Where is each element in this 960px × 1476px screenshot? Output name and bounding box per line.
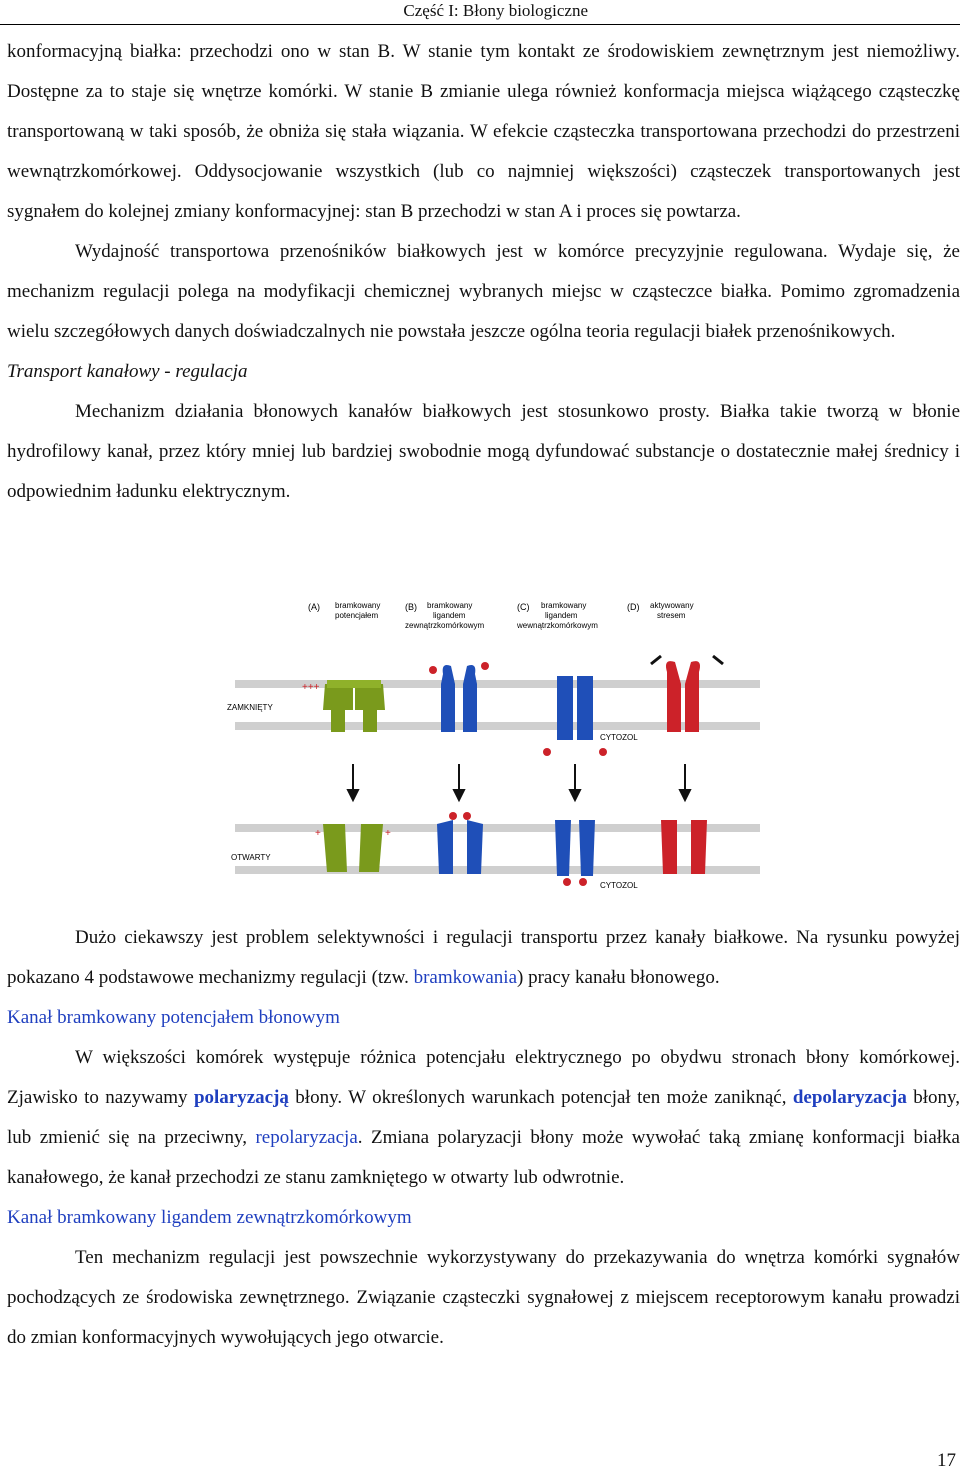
section-heading-channel-transport: Transport kanałowy - regulacja — [7, 361, 248, 382]
channel-b-closed — [429, 662, 489, 732]
channel-d-closed — [651, 656, 723, 732]
label-cytosol-top: CYTOZOL — [600, 733, 638, 742]
intro-text: konformacyjną białka: przechodzi ono w stan B. W stanie tym kontakt ze środowiskiem zewnętrznym jest niemożliwy. Dostępne za to staje się wnętrze komórki. W stanie B zmianie ulega również konformacja miejsca wiążącego cząsteczkę transportowaną w taki sposób, że obniża się stała wiązania. W efekcie cząsteczka transportowana przechodzi do przestrzeni wewnątrzkomórkowej. Oddysocjowanie wszystkich (lub co najmniej większości) cząsteczek transportowanych jest sygnałem do kolejnej zmiany konformacyjnej: stan B przechodzi w stan A i proces się powtarza. — [7, 41, 960, 222]
plus-charges-a1: +++ — [302, 682, 320, 693]
header-title: Część I: Błony biologiczne — [403, 1, 588, 20]
transition-arrows — [348, 764, 690, 800]
page-header — [0, 0, 960, 22]
regulation-paragraph: Wydajność transportowa przenośników białkowych jest w komórce precyzyjnie regulowana. Wydaje się, że mechanizm regulacji polega na modyfikacji chemicznej wybranych miejsc w cząsteczce białka. Pomimo zgromadzenia wielu szczegółowych danych doświadczalnych nie powstała jeszcze ogólna teoria regulacji białek przenośnikowych. — [7, 241, 960, 342]
label-c-text3: wewnątrzkomórkowym — [517, 621, 598, 630]
gating-text: Dużo ciekawszy jest problem selektywności i regulacji transportu przez kanały białkowe. Na rysunku powyżej pokazano 4 podstawowe mechanizmy regulacji (tzw. bramkowania) pracy kanału błonowego. — [7, 927, 960, 988]
label-open: OTWARTY — [231, 853, 271, 862]
section-heading-ligand-gated: Kanał bramkowany ligandem zewnątrzkomórkowym — [7, 1207, 412, 1228]
label-a: (A) — [308, 602, 320, 612]
label-a-text2: potencjałem — [335, 611, 379, 620]
plus-charge-a3: + — [315, 828, 321, 839]
intro-paragraph — [7, 32, 960, 512]
membrane-top-open — [235, 824, 760, 832]
channel-gating-figure — [205, 592, 760, 917]
label-b: (B) — [405, 602, 417, 612]
header-rule — [0, 24, 960, 25]
label-cytosol-bottom: CYTOZOL — [600, 881, 638, 890]
label-b-text2: ligandem — [433, 611, 466, 620]
channel-b-open — [437, 812, 483, 874]
membrane-bottom-open — [235, 866, 760, 874]
gating-link[interactable]: bramkowania — [413, 967, 517, 988]
label-closed: ZAMKNIĘTY — [227, 703, 273, 712]
section-heading-voltage-gated: Kanał bramkowany potencjałem błonowym — [7, 1007, 340, 1028]
label-d-text2: stresem — [657, 611, 686, 620]
label-d: (D) — [627, 602, 640, 612]
plus-charge-a4: + — [385, 828, 391, 839]
page-number: 17 — [937, 1450, 956, 1471]
label-a-text1: bramkowany — [335, 601, 381, 610]
channel-transport-text: Mechanizm działania błonowych kanałów białkowych jest stosunkowo prosty. Białka takie tworzą w błonie hydrofilowy kanał, przez który mniej lub bardziej swobodnie mogą dyfundować substancje o dostatecznie małej średnicy i odpowiednim ładunku elektrycznym. — [7, 401, 960, 502]
voltage-gated-text: W większości komórek występuje różnica potencjału elektrycznego po obydwu stronach błony komórkowej. Zjawisko to nazywamy polaryzacją błony. W określonych warunkach potencjał ten może zaniknąć, depolaryzacja błony, lub zmienić się na przeciwny, repolaryzacja. Zmiana polaryzacji błony może wywołać taką zmianę konformacji białka kanałowego, że kanał przechodzi ze stanu zamkniętego w otwarty lub odwrotnie. — [7, 1047, 960, 1188]
membrane-bottom-closed — [235, 722, 760, 730]
label-b-text3: zewnątrzkomórkowym — [405, 621, 485, 630]
label-c: (C) — [517, 602, 530, 612]
label-c-text2: ligandem — [545, 611, 578, 620]
keyword-polarization[interactable]: polaryzacją — [193, 1087, 289, 1108]
ligand-gated-text: Ten mechanizm regulacji jest powszechnie wykorzystywany do przekazywania do wnętrza komórki sygnałów pochodzących ze środowiska zewnętrznego. Związanie cząsteczki sygnałowej z miejscem receptorowym kanału prowadzi do zmian konformacyjnych wywołujących jego otwarcie. — [7, 1247, 960, 1348]
keyword-repolarization[interactable]: repolaryzacja — [255, 1127, 358, 1148]
keyword-depolarization[interactable]: depolaryzacja — [792, 1087, 907, 1108]
label-d-text1: aktywowany — [650, 601, 694, 610]
label-b-text1: bramkowany — [427, 601, 473, 610]
gating-paragraph — [7, 918, 960, 1358]
label-c-text1: bramkowany — [541, 601, 587, 610]
